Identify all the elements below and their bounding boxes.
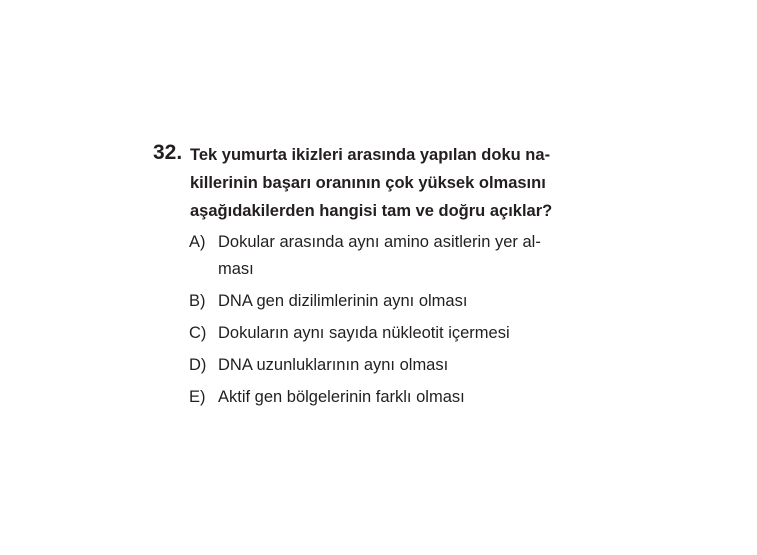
stem-line: Tek yumurta ikizleri arasında yapılan doku na- (190, 146, 551, 164)
option-text (218, 384, 609, 411)
option-e[interactable] (189, 384, 609, 411)
option-text-line: ması (218, 260, 254, 278)
option-d[interactable] (189, 352, 609, 379)
option-text (218, 320, 609, 347)
stem-line: killerinin başarı oranının çok yüksek olmasını (190, 174, 546, 192)
option-letter: A) (189, 233, 206, 251)
option-letter: B) (189, 292, 206, 310)
option-b[interactable] (189, 288, 609, 315)
option-letter: D) (189, 356, 207, 374)
option-a[interactable] (189, 229, 609, 283)
option-text-line: DNA uzunluklarının aynı olması (218, 356, 449, 374)
option-c[interactable] (189, 320, 609, 347)
option-text (218, 288, 609, 315)
question-number: 32. (153, 141, 183, 164)
stem-line: aşağıdakilerden hangisi tam ve doğru açıklar? (190, 202, 553, 220)
option-text-line: Dokular arasında aynı amino asitlerin yer al- (218, 233, 541, 251)
option-letter: C) (189, 324, 207, 342)
option-text (218, 229, 609, 283)
option-text-line: Aktif gen bölgelerinin farklı olması (218, 388, 465, 406)
option-text (218, 352, 609, 379)
option-letter: E) (189, 388, 206, 406)
option-text-line: DNA gen dizilimlerinin aynı olması (218, 292, 468, 310)
question-stem (190, 141, 600, 225)
option-text-line: Dokuların aynı sayıda nükleotit içermesi (218, 324, 510, 342)
answer-options (189, 229, 609, 416)
